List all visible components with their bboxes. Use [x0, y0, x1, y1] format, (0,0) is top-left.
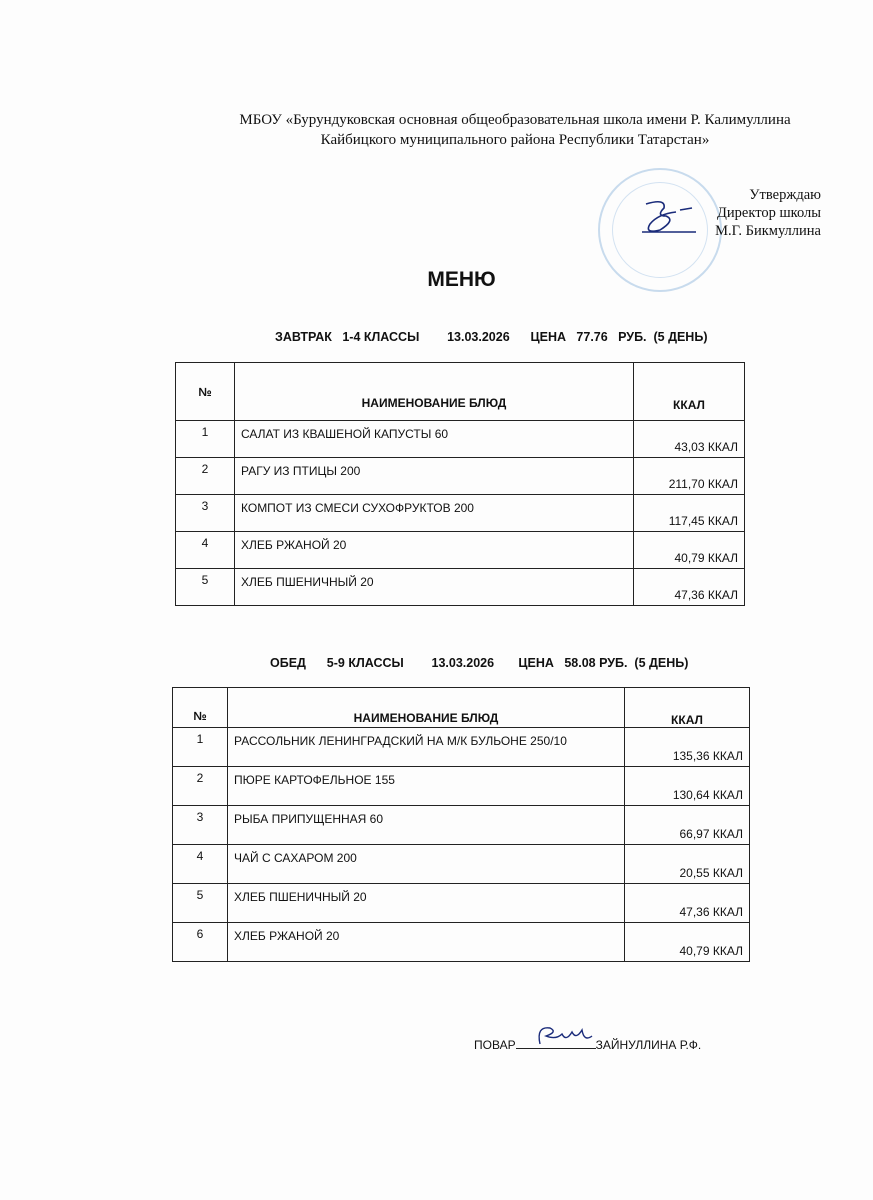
table-row: [173, 845, 750, 884]
dish-name: РАГУ ИЗ ПТИЦЫ 200: [235, 458, 634, 495]
dish-number: 4: [176, 532, 235, 569]
header-kcal: ККАЛ: [634, 363, 745, 421]
dish-number: 4: [173, 845, 228, 884]
dish-name: ЧАЙ С САХАРОМ 200: [228, 845, 625, 884]
cook-name: ЗАЙНУЛЛИНА Р.Ф.: [595, 1038, 702, 1052]
dish-number: 5: [176, 569, 235, 606]
approval-block: [715, 186, 821, 240]
dish-number: 3: [173, 806, 228, 845]
dish-number: 5: [173, 884, 228, 923]
dish-name: КОМПОТ ИЗ СМЕСИ СУХОФРУКТОВ 200: [235, 495, 634, 532]
director-signature: [636, 196, 716, 236]
dish-number: 2: [176, 458, 235, 495]
dish-number: 3: [176, 495, 235, 532]
dish-kcal: 20,55 ККАЛ: [625, 845, 750, 884]
dish-kcal: 47,36 ККАЛ: [625, 884, 750, 923]
lunch-caption: ОБЕД 5-9 КЛАССЫ 13.03.2026 ЦЕНА 58.08 РУБ. (5 ДЕНЬ): [270, 656, 689, 670]
table-row: [176, 532, 745, 569]
org-line-1: МБОУ «Бурундуковская основная общеобразовательная школа имени Р. Калимуллина: [239, 112, 791, 128]
dish-kcal: 130,64 ККАЛ: [625, 767, 750, 806]
header-number: №: [176, 363, 235, 421]
header-kcal: ККАЛ: [625, 688, 750, 728]
lunch-table: [172, 687, 750, 962]
header-number: №: [173, 688, 228, 728]
approval-line-1: Утверждаю: [749, 187, 821, 203]
dish-name: РЫБА ПРИПУЩЕННАЯ 60: [228, 806, 625, 845]
table-row: [176, 458, 745, 495]
breakfast-table: [175, 362, 745, 606]
dish-number: 2: [173, 767, 228, 806]
dish-name: ХЛЕБ ПШЕНИЧНЫЙ 20: [235, 569, 634, 606]
dish-number: 1: [176, 421, 235, 458]
page-title: МЕНЮ: [427, 268, 496, 291]
dish-kcal: 66,97 ККАЛ: [625, 806, 750, 845]
table-row: [173, 884, 750, 923]
dish-number: 6: [173, 923, 228, 962]
approval-line-3: М.Г. Бикмуллина: [715, 223, 821, 239]
cook-signature-line: [474, 1036, 701, 1052]
header-dish: НАИМЕНОВАНИЕ БЛЮД: [228, 688, 625, 728]
dish-name: РАССОЛЬНИК ЛЕНИНГРАДСКИЙ НА М/К БУЛЬОНЕ 250/10: [228, 728, 625, 767]
dish-name: ХЛЕБ ПШЕНИЧНЫЙ 20: [228, 884, 625, 923]
org-line-2: Кайбицкого муниципального района Республики Татарстан»: [320, 132, 710, 148]
dish-kcal: 47,36 ККАЛ: [634, 569, 745, 606]
table-row: [176, 569, 745, 606]
dish-name: ХЛЕБ РЖАНОЙ 20: [235, 532, 634, 569]
table-row: [173, 728, 750, 767]
table-row: [173, 767, 750, 806]
dish-kcal: 135,36 ККАЛ: [625, 728, 750, 767]
breakfast-caption: ЗАВТРАК 1-4 КЛАССЫ 13.03.2026 ЦЕНА 77.76 РУБ. (5 ДЕНЬ): [275, 330, 708, 344]
dish-kcal: 43,03 ККАЛ: [634, 421, 745, 458]
dish-kcal: 117,45 ККАЛ: [634, 495, 745, 532]
table-row: [176, 495, 745, 532]
dish-kcal: 40,79 ККАЛ: [625, 923, 750, 962]
table-row: [173, 806, 750, 845]
approval-line-2: Директор школы: [717, 205, 821, 221]
dish-number: 1: [173, 728, 228, 767]
table-row: [176, 421, 745, 458]
table-row: [173, 923, 750, 962]
dish-kcal: 211,70 ККАЛ: [634, 458, 745, 495]
dish-kcal: 40,79 ККАЛ: [634, 532, 745, 569]
dish-name: САЛАТ ИЗ КВАШЕНОЙ КАПУСТЫ 60: [235, 421, 634, 458]
header-dish: НАИМЕНОВАНИЕ БЛЮД: [235, 363, 634, 421]
cook-label: ПОВАР: [474, 1038, 516, 1052]
cook-signature: [516, 1036, 596, 1049]
dish-name: ПЮРЕ КАРТОФЕЛЬНОЕ 155: [228, 767, 625, 806]
dish-name: ХЛЕБ РЖАНОЙ 20: [228, 923, 625, 962]
organization-header: [200, 110, 830, 150]
